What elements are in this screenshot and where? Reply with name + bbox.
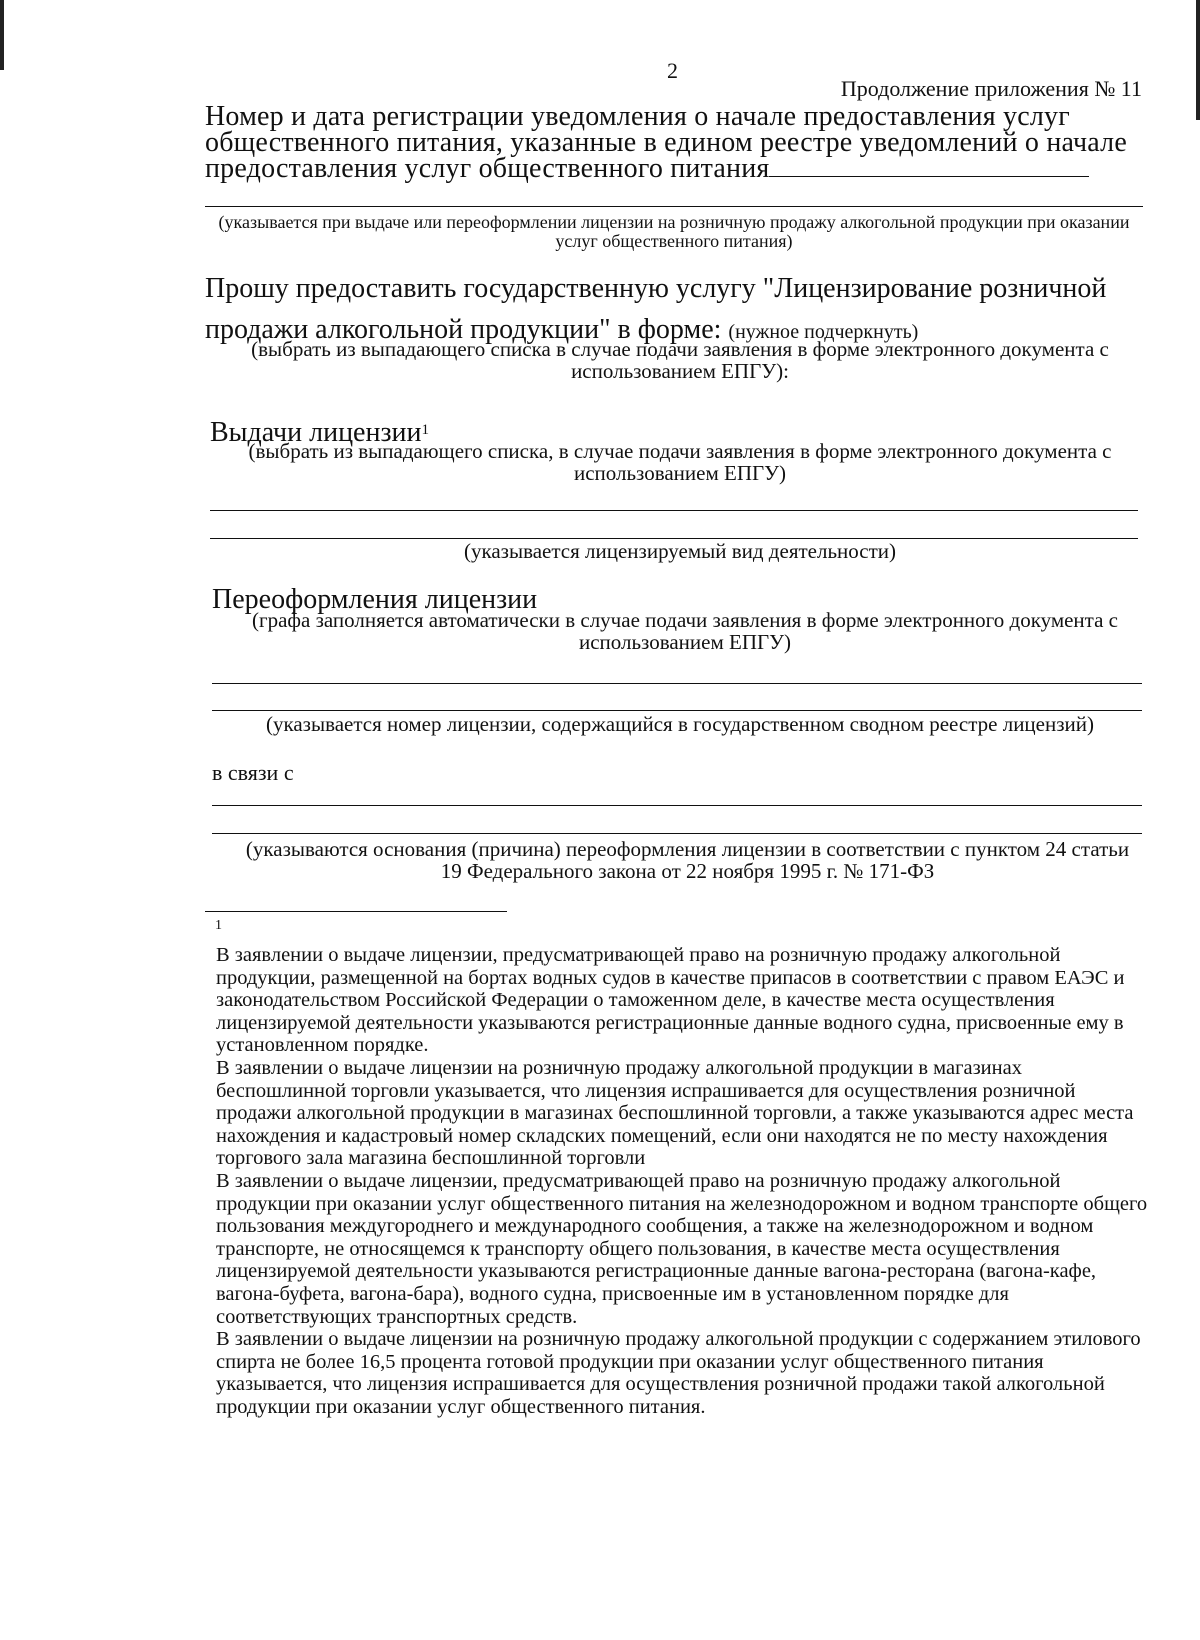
footnote-mark: 1: [215, 918, 222, 933]
footnote-paragraph-3: В заявлении о выдаче лицензии, предусматривающей право на розничную продажу алкогольной продукции при оказании услуг общественного питания на железнодорожном и водном транспорте общего пользования междугороднего и международного сообщения, а также на железнодорожном и водном транспорте, не относящемся к транспорту общего пользования, в качестве места осуществления лицензируемой деятельности указываются регистрационные данные вагона-ресторана (вагона-кафе, вагона-буфета, вагона-бара), водного судна, присвоенные им в установленном порядке для соответствующих транспортных средств.: [216, 1169, 1148, 1328]
registration-fill-line[interactable]: [769, 156, 1089, 177]
request-note: (выбрать из выпадающего списка в случае подачи заявления в форме электронного документа с использованием ЕПГУ):: [251, 337, 1109, 383]
registration-field-line[interactable]: [205, 206, 1143, 207]
issuance-field-line-1[interactable]: [210, 510, 1138, 511]
request-line-2-paren: (нужное подчеркнуть): [728, 321, 919, 343]
reason-caption: (указываются основания (причина) переоформления лицензии в соответствии с пунктом 24 статьи 19 Федерального закона от 22 ноября 1995 г. № 171-ФЗ: [245, 837, 1130, 883]
appendix-label: Продолжение приложения № 11: [840, 76, 1142, 101]
reason-field-line-1[interactable]: [212, 805, 1142, 806]
request-line-1: Прошу предоставить государственную услугу "Лицензирование розничной: [205, 273, 1107, 304]
request-line-2-main: продажи алкогольной продукции" в форме:: [205, 314, 722, 345]
footnote-paragraph-2: В заявлении о выдаче лицензии на розничную продажу алкогольной продукции в магазинах беспошлинной торговли указывается, что лицензия испрашивается для осуществления розничной продажи алкогольной продукции в магазинах беспошлинной торговли, а также указываются адрес места нахождения и кадастровый номер складских помещений, если они находятся не по месту нахождения торгового зала магазина беспошлинной торговли: [216, 1056, 1134, 1170]
in-connection-label: в связи с: [212, 760, 294, 785]
footnote-paragraph-4: В заявлении о выдаче лицензии на розничную продажу алкогольной продукции с содержанием этилового спирта не более 16,5 процента готовой продукции при оказании услуг общественного питания указывается, что лицензия испрашивается для осуществления розничной продажи такой алкогольной продукции при оказании услуг общественного питания.: [216, 1328, 1141, 1418]
reissue-field-line-2[interactable]: [212, 710, 1142, 711]
reason-field-line-2[interactable]: [212, 833, 1142, 834]
registration-line-2: общественного питания, указанные в едином реестре уведомлений о начале: [205, 127, 1127, 158]
page-number: 2: [667, 58, 678, 83]
issuance-title-text: Выдачи лицензии: [210, 417, 422, 448]
reissue-field-caption: (указывается номер лицензии, содержащийся в государственном сводном реестре лицензий): [265, 712, 1094, 736]
registration-line-1: Номер и дата регистрации уведомления о начале предоставления услуг: [205, 101, 1070, 132]
reissue-field-line-1[interactable]: [212, 683, 1142, 684]
reissue-note: (графа заполняется автоматически в случае подачи заявления в форме электронного документа с использованием ЕПГУ): [251, 608, 1118, 654]
issuance-footnote-ref[interactable]: 1: [421, 422, 429, 438]
registration-note: (указывается при выдаче или переоформлении лицензии на розничную продажу алкогольной продукции при оказании услуг общественного питания): [218, 212, 1130, 251]
issuance-note: (выбрать из выпадающего списка, в случае подачи заявления в форме электронного документа с использованием ЕПГУ): [248, 439, 1112, 485]
reissue-title: Переоформления лицензии: [212, 584, 538, 615]
footnote-paragraph-1: В заявлении о выдаче лицензии, предусматривающей право на розничную продажу алкогольной продукции, размещенной на бортах водных судов в качестве припасов в соответствии с правом ЕАЭС и законодательством Российской Федерации о таможенном деле, в качестве места осуществления лицензируемой деятельности указываются регистрационные данные водного судна, присвоенные ему в установленном порядке.: [216, 944, 1125, 1057]
footnote-text: [216, 944, 1156, 1418]
issuance-field-caption: (указывается лицензируемый вид деятельности): [463, 539, 897, 563]
registration-block: [205, 101, 1143, 184]
registration-line-3-text: предоставления услуг общественного питания: [205, 153, 770, 184]
registration-line-3: [205, 153, 1143, 184]
footnote-separator: [205, 911, 507, 912]
